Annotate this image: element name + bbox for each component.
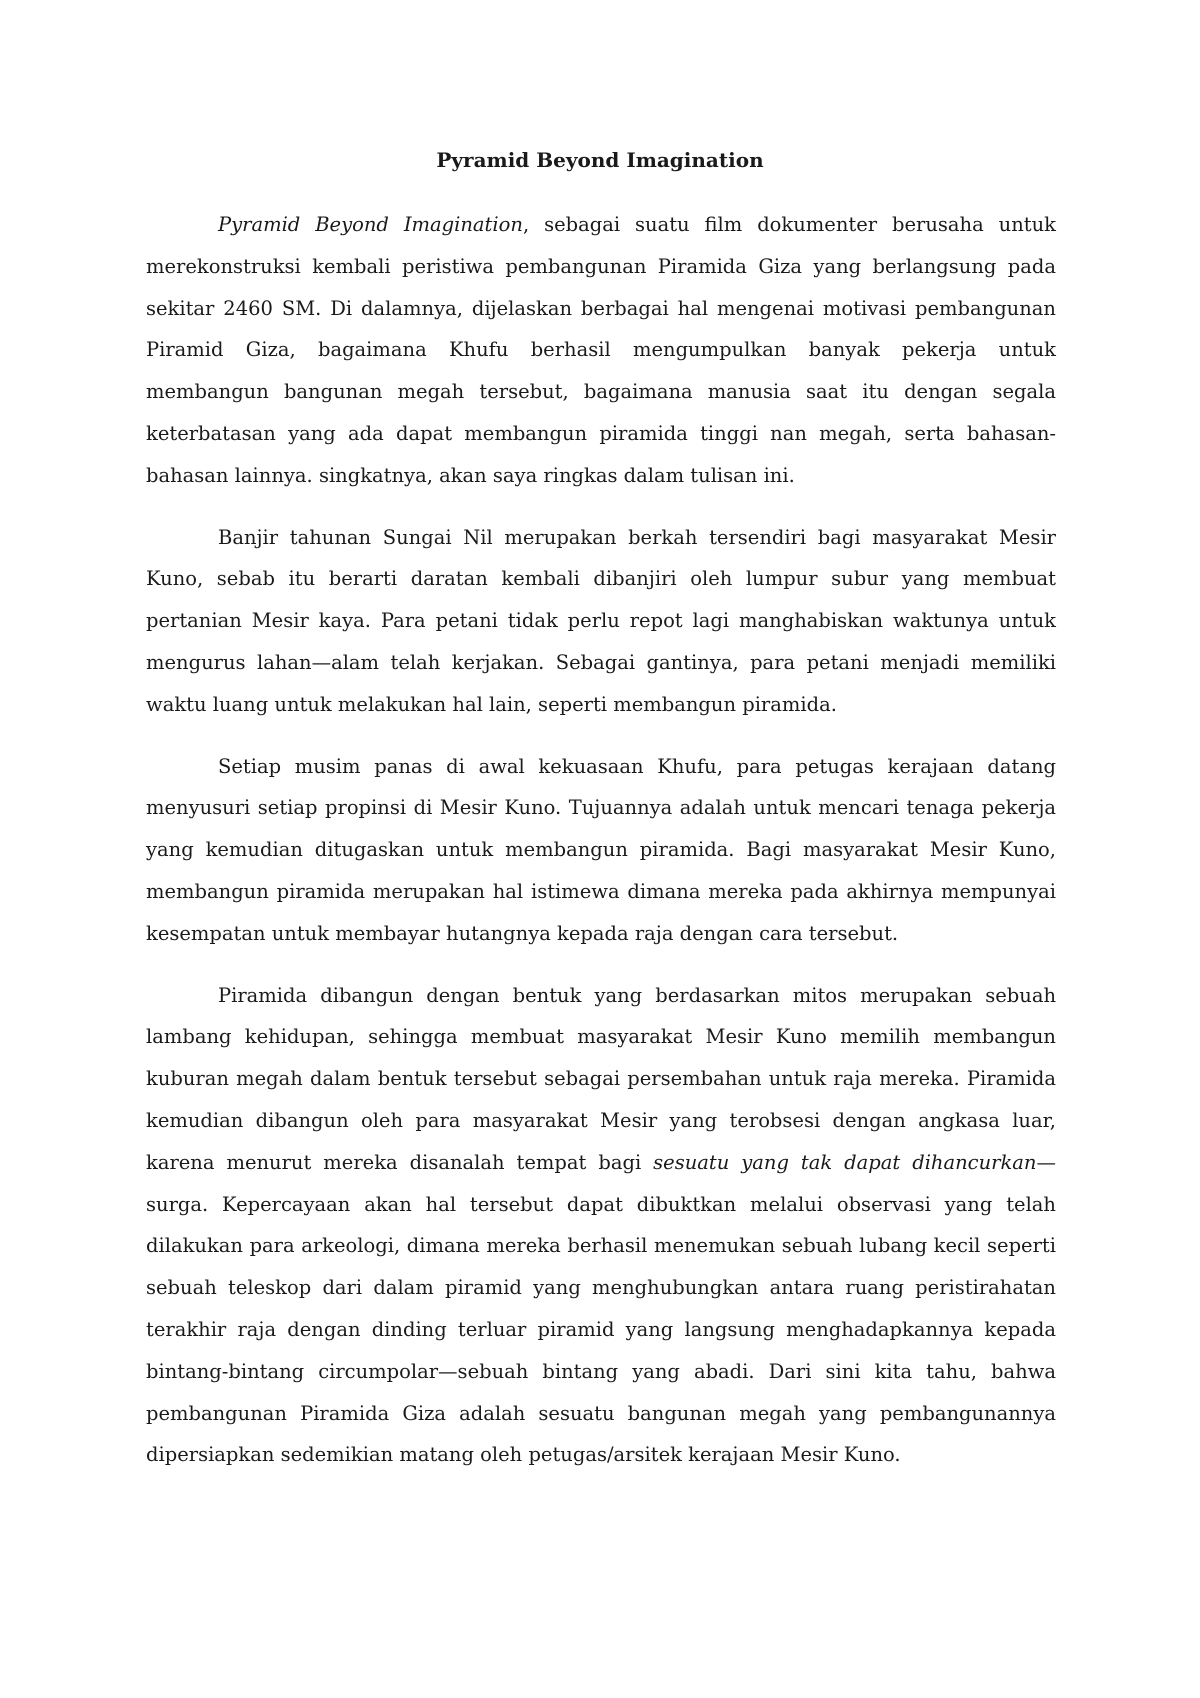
film-title-italic: Pyramid Beyond Imagination [218, 213, 523, 236]
document-body [146, 204, 1056, 1496]
paragraph-1 [146, 204, 1056, 497]
paragraph-4-italic-phrase: sesuatu yang tak dapat dihancurkan [653, 1150, 1037, 1174]
paragraph-4-text-before: Piramida dibangun dengan bentuk yang berdasarkan mitos merupakan sebuah lambang kehidupan, sehingga membuat masyarakat Mesir Kuno memilih membangun kuburan megah dalam bentuk tersebut sebagai persembahan untuk raja mereka. Piramida kemudian dibangun oleh para masyarakat Mesir yang terobsesi dengan angkasa luar, karena menurut mereka disanalah tempat bagi [146, 983, 1056, 1174]
document-title: Pyramid Beyond Imagination [436, 148, 764, 172]
paragraph-2 [146, 517, 1056, 726]
paragraph-3 [146, 746, 1056, 955]
paragraph-1-text: , sebagai suatu film dokumenter berusaha untuk merekonstruksi kembali peristiwa pembangunan Piramida Giza yang berlangsung pada sekitar 2460 SM. Di dalamnya, dijelaskan berbagai hal mengenai motivasi pembangunan Piramid Giza, bagaimana Khufu berhasil mengumpulkan banyak pekerja untuk membangun bangunan megah tersebut, bagaimana manusia saat itu dengan segala keterbatasan yang ada dapat membangun piramida tinggi nan megah, serta bahasan-bahasan lainnya. singkatnya, akan saya ringkas dalam tulisan ini. [146, 213, 1056, 487]
paragraph-4 [146, 975, 1056, 1477]
paragraph-3-text: Setiap musim panas di awal kekuasaan Khufu, para petugas kerajaan datang menyusuri setiap propinsi di Mesir Kuno. Tujuannya adalah untuk mencari tenaga pekerja yang kemudian ditugaskan untuk membangun piramida. Bagi masyarakat Mesir Kuno, membangun piramida merupakan hal istimewa dimana mereka pada akhirnya mempunyai kesempatan untuk membayar hutangnya kepada raja dengan cara tersebut. [146, 754, 1056, 945]
paragraph-4-text-after: —surga. Kepercayaan akan hal tersebut dapat dibuktkan melalui observasi yang telah dilakukan para arkeologi, dimana mereka berhasil menemukan sebuah lubang kecil seperti sebuah teleskop dari dalam piramid yang menghubungkan antara ruang peristirahatan terakhir raja dengan dinding terluar piramid yang langsung menghadapkannya kepada bintang-bintang circumpolar—sebuah bintang yang abadi. Dari sini kita tahu, bahwa pembangunan Piramida Giza adalah sesuatu bangunan megah yang pembangunannya dipersiapkan sedemikian matang oleh petugas/arsitek kerajaan Mesir Kuno. [146, 1150, 1056, 1467]
paragraph-2-text: Banjir tahunan Sungai Nil merupakan berkah tersendiri bagi masyarakat Mesir Kuno, sebab itu berarti daratan kembali dibanjiri oleh lumpur subur yang membuat pertanian Mesir kaya. Para petani tidak perlu repot lagi manghabiskan waktunya untuk mengurus lahan—alam telah kerjakan. Sebagai gantinya, para petani menjadi memiliki waktu luang untuk melakukan hal lain, seperti membangun piramida. [146, 525, 1056, 716]
